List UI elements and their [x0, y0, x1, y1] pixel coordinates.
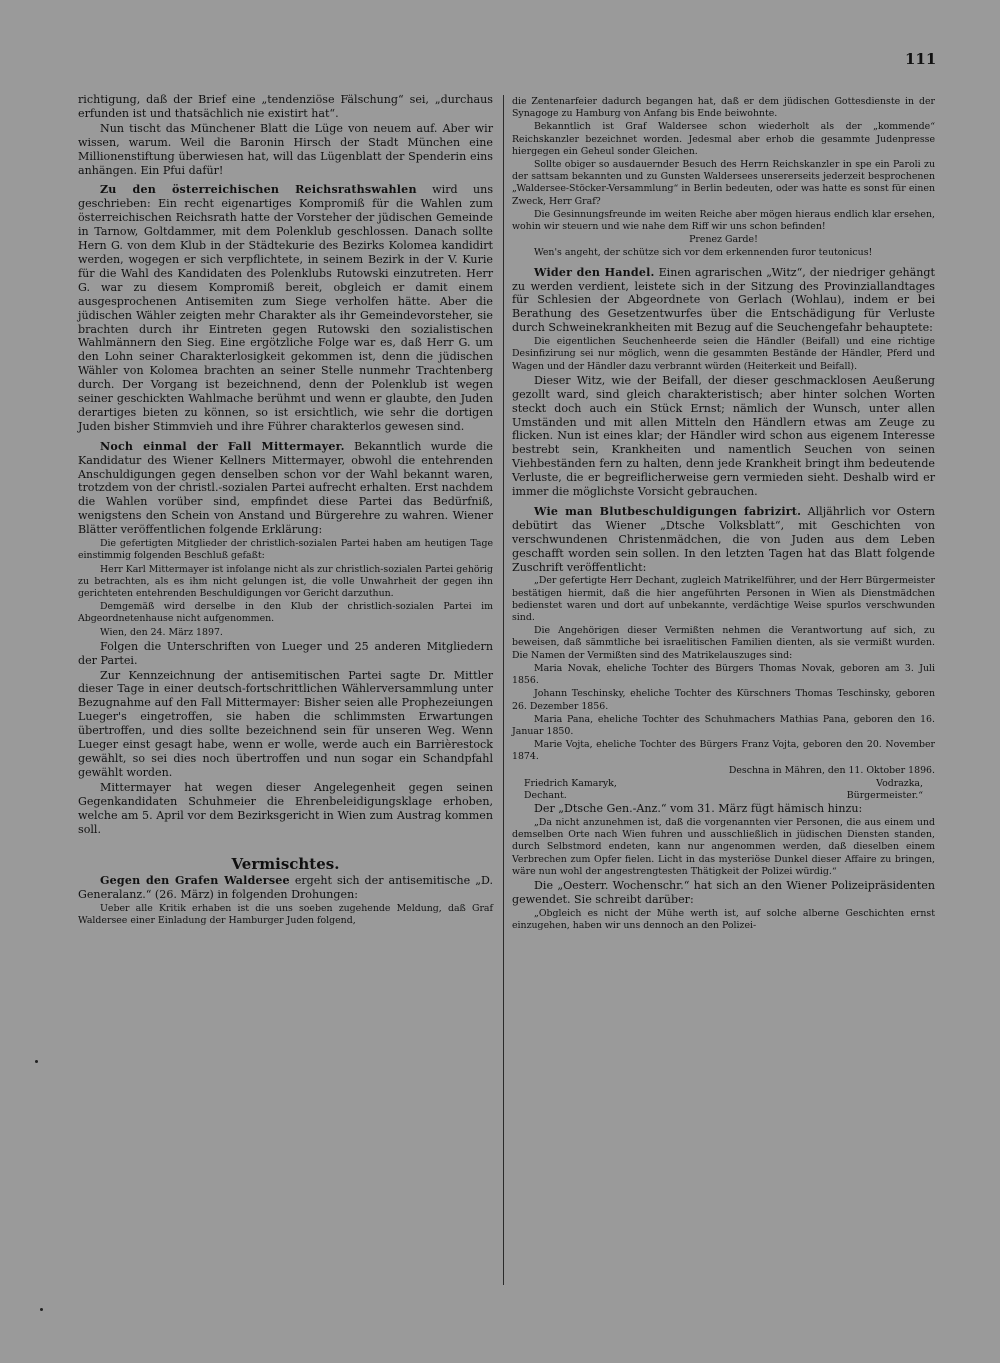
article-mittermayer [78, 440, 493, 537]
quote-date: Wien, den 24. März 1897. [100, 626, 223, 638]
quote-paragraph: „Da nicht anzunehmen ist, daß die vorgenannten vier Personen, die aus einem und demselben Orte nach Wien fuhren und ausschließlich in jüdischen Diensten standen, durch Selbstmord endeten, kann nur angenommen werden, daß dieselben einem Verbrechen zum Opfer fielen. Licht in das mysteriöse Dunkel dieser Affaire zu bringen, wäre nun wohl der angestrengtesten Thätigkeit der Polizei würdig.“ [512, 817, 935, 877]
signature-left: Friedrich Kamaryk, [524, 777, 617, 789]
quote-paragraph: Die Gesinnungsfreunde im weiten Reiche aber mögen hieraus endlich klar ersehen, wohin wir steuern und wie nahe dem Riff wir uns schon befinden! [512, 208, 935, 233]
article-waldersee [78, 874, 493, 902]
article-heading: Zu den österreichischen Reichsrathswahlen [100, 183, 417, 197]
paragraph: Folgen die Unterschriften von Lueger und 25 anderen Mitgliedern der Partei. [78, 639, 493, 667]
quote-paragraph: Die eigentlichen Seuchenheerde seien die Händler (Beifall) und eine richtige Desinfizirung sei nur möglich, wenn die gesammten Bestände der Händler, Pferd und Wagen und der Händler dazu verbrannt würden (Heiterkeit und Beifall). [512, 336, 935, 372]
quote-paragraph: „Obgleich es nicht der Mühe werth ist, auf solche alberne Geschichten ernst einzugehen, haben wir uns dennoch an den Polizei- [512, 907, 935, 932]
quote-paragraph: „Der gefertigte Herr Dechant, zugleich Matrikelführer, und der Herr Bürgermeister bestätigen hiermit, daß die hier angeführten Personen in Wien als Dienstmädchen bedienstet waren und dort auf unbekannte, verdächtige Weise spurlos verschwunden sind. [512, 575, 935, 624]
quote-date: Deschna in Mähren, den 11. Oktober 1896. [728, 764, 935, 776]
scan-speck [40, 1308, 43, 1311]
right-column [512, 96, 935, 933]
paragraph: Dieser Witz, wie der Beifall, der dieser geschmacklosen Aeußerung gezollt ward, sind gleich charakteristisch; aber hinter solchen Worten steckt doch auch ein Stück Ernst; nämlich der Wunsch, unter allen Umständen und mit allen Mitteln den Händlern etwas am Zeuge zu flicken. Nun ist eines klar; der Händler wird schon aus eigenem Interesse bestrebt sein, Krankheiten und namentlich Seuchen von seinen Viehbeständen fern zu halten, denn jede Krankheit bringt ihm bedeutende Verluste, die er begreiflicherweise gern vermieden sieht. Deshalb wird er immer die möglichste Vorsicht gebrauchen. [512, 373, 935, 499]
article-text: Alljährlich vor Ostern debütirt das Wiener „Dtsche Volksblatt“, mit Geschichten von verschwundenen Christenmädchen, die von Juden aus dem Leben geschafft worden sein sollen. In den letzten Tagen hat das Blatt folgende Zuschrift veröffentlicht: [512, 504, 936, 574]
article-reichsrath [78, 183, 493, 433]
quote-paragraph: Wen's angeht, der schütze sich vor dem erkennenden furor teutonicus! [534, 247, 873, 259]
quote-paragraph: Ueber alle Kritik erhaben ist die uns soeben zugehende Meldung, daß Graf Waldersee einer Einladung der Hamburger Juden folgend, [78, 903, 493, 927]
paragraph: Zur Kennzeichnung der antisemitischen Partei sagte Dr. Mittler dieser Tage in einer deutsch-fortschrittlichen Wählerversammlung unter Bezugnahme auf den Fall Mittermayer: Bisher seien alle Prophezeiungen Lueger's eingetroffen, sie haben die schlimmsten Erwartungen übertroffen, und dies sollte bezeichnend sein für unseren Weg. Wenn Lueger einst gesagt habe, wenn er wolle, werde auch ein Barrièrestock gewählt, so sei dies noch übertroffen und nun sogar ein Schandpfahl gewählt worden. [78, 668, 493, 779]
signature-left-title: Dechant. [524, 789, 567, 801]
page-number: 111 [905, 50, 937, 68]
quote-paragraph: Die gefertigten Mitglieder der christlich-sozialen Partei haben am heutigen Tage einstimmig folgenden Beschluß gefaßt: [78, 538, 493, 562]
article-text: ergeht sich der antisemitische „D. Generalanz.“ (26. März) in folgenden Drohungen: [78, 874, 493, 902]
left-column [78, 93, 493, 929]
quote-paragraph: Demgemäß wird derselbe in den Klub der christlich-sozialen Partei im Abgeordnetenhause nicht aufgenommen. [78, 601, 493, 625]
signature-row [512, 790, 935, 802]
article-heading: Noch einmal der Fall Mittermayer. [100, 439, 345, 453]
article-text: Bekanntlich wurde die Kandidatur des Wiener Kellners Mittermayer, obwohl die entehrenden Anschuldigungen gegen denselben schon vor der Wahl bekannt waren, trotzdem von der christl.-sozialen Partei aufrecht erhalten. Erst nachdem die Wahlen vorüber sind, empfindet diese Partei das Bedürfniß, wenigstens den Schein von Anstand und Bürgerehre zu wahren. Wiener Blätter veröffentlichen folgende Erklärung: [78, 439, 493, 537]
signature-right-title: Bürgermeister.“ [846, 789, 923, 801]
quote-paragraph: Maria Novak, eheliche Tochter des Bürgers Thomas Novak, geboren am 3. Juli 1856. [512, 662, 935, 687]
article-text: wird uns geschrieben: Ein recht eigenartiges Kompromiß für die Wahlen zum österreichischen Reichsrath hatte der Vorsteher der jüdischen Gemeinde in Tarnow, Goltdammer, mit dem Polenklub geschlossen. Danach sollte Hern G. von dem Klub in der Städtekurie des Bezirks Kolomea kandidirt werden, wogegen er sich verpflichtete, in seinem Bezirk in der V. Kurie für die Wahl des Kandidaten des Polenklubs Rutowski einzutreten. Herr G. war zu diesem Kompromiß bereit, obgleich er damit einem ausgesprochenen Antisemiten zum Siege verholfen hätte. Aber die jüdischen Wähler zeigten mehr Charakter als ihr Gemeindevorsteher, sie brachten durch ihr Eintreten gegen Rutowski den sozialistischen Wahlmännern den Sieg. Eine ergötzliche Folge war es, daß Herr G. um den Lohn seiner Charakterlosigkeit gekommen ist, denn die jüdischen Wähler von Kolomea brachten an seiner Stelle nunmehr Trachtenberg durch. Der Vorgang ist bezeichnend, denn der Polenklub ist wegen seiner geschickten Wahlmache berühmt und wenn er glaubte, den Juden derartiges bieten zu können, so ist ersichtlich, wie sehr die dortigen Juden bisher Stimmvieh und ihre Führer charakterlos gewesen sind. [78, 183, 494, 433]
quote-paragraph: Bekanntlich ist Graf Waldersee schon wiederholt als der „kommende“ Reichskanzler bezeichnet worden. Jedesmal aber erhob die gesammte Judenpresse hiergegen ein Geheul sonder Gleichen. [512, 121, 935, 157]
article-handel [512, 266, 935, 336]
signature-right: Vodrazka, [876, 777, 923, 789]
quote-paragraph: Maria Pana, eheliche Tochter des Schuhmachers Mathias Pana, geboren den 16. Januar 1850. [512, 713, 935, 737]
quote-paragraph: Sollte obiger so ausdauernder Besuch des Herrn Reichskanzler in spe ein Paroli zu der sattsam bekannten und zu Gunsten Waldersees unsererseits jederzeit besprochenen „Waldersee-Stöcker-Versammlung“ in Berlin bedeuten, oder was hatte es sonst für einen Zweck, Herr Graf? [512, 159, 935, 207]
section-title: Vermischtes. [231, 855, 340, 874]
quote-paragraph: Marie Vojta, eheliche Tochter des Bürgers Franz Vojta, geboren den 20. November 1874. [512, 739, 935, 763]
quote-paragraph: die Zentenarfeier dadurch begangen hat, daß er dem jüdischen Gottesdienste in der Synagoge zu Hamburg von Anfang bis Ende beiwohnte. [512, 96, 935, 120]
quote-signature: Prenez Garde! [689, 234, 758, 246]
quote-paragraph: Johann Teschinsky, eheliche Tochter des Kürschners Thomas Teschinsky, geboren 26. Dezember 1856. [512, 688, 935, 712]
paragraph: Mittermayer hat wegen dieser Angelegenheit gegen seinen Gegenkandidaten Schuhmeier die Ehrenbeleidigungsklage erhoben, welche am 5. April vor dem Bezirksgericht in Wien zum Austrag kommen soll. [78, 780, 493, 836]
article-heading: Wie man Blutbeschuldigungen fabrizirt. [534, 504, 802, 518]
signature-row [512, 778, 935, 790]
article-blut [512, 505, 935, 575]
article-heading: Wider den Handel. [534, 265, 655, 279]
article-heading: Gegen den Grafen Waldersee [100, 874, 290, 888]
quote-paragraph: Herr Karl Mittermayer ist infolange nicht als zur christlich-sozialen Partei gehörig zu betrachten, als es ihm nicht gelungen ist, die volle Unwahrheit der gegen ihn gerichteten entehrenden Beschuldigungen vor Gericht darzuthun. [78, 563, 493, 599]
paragraph: richtigung, daß der Brief eine „tendenziöse Fälschung“ sei, „durchaus erfunden ist und thatsächlich nie existirt hat“. [78, 93, 493, 120]
article-text: Einen agrarischen „Witz“, der niedriger gehängt zu werden verdient, leistete sich in der Sitzung des Provinziallandtages für Schlesien der Abgeordnete von Gerlach (Wohlau), indem er bei Berathung des Gesetzentwurfes über die Entschädigung für Verluste durch Schweinekrankheiten mit Bezug auf die Seuchengefahr behauptete: [512, 265, 935, 335]
quote-paragraph: Die Angehörigen dieser Vermißten nehmen die Verantwortung auf sich, zu beweisen, daß sämmtliche bei israelitischen Familien dienten, als sie vermißt wurden. Die Namen der Vermißten sind des Matrikelauszuges sind: [512, 625, 935, 661]
paragraph: Die „Oesterr. Wochenschr.“ hat sich an den Wiener Polizeipräsidenten gewendet. Sie schreibt darüber: [512, 879, 935, 906]
scan-speck [35, 1060, 38, 1063]
paragraph: Nun tischt das Münchener Blatt die Lüge von neuem auf. Aber wir wissen, warum. Weil die Baronin Hirsch der Stadt München eine Millionenstiftung überwiesen hat, will das Lügenblatt der Spenderin eins anhängen. Ein Pfui dafür! [78, 121, 493, 177]
paragraph: Der „Dtsche Gen.-Anz.“ vom 31. März fügt hämisch hinzu: [534, 802, 863, 816]
column-divider [503, 95, 504, 1285]
